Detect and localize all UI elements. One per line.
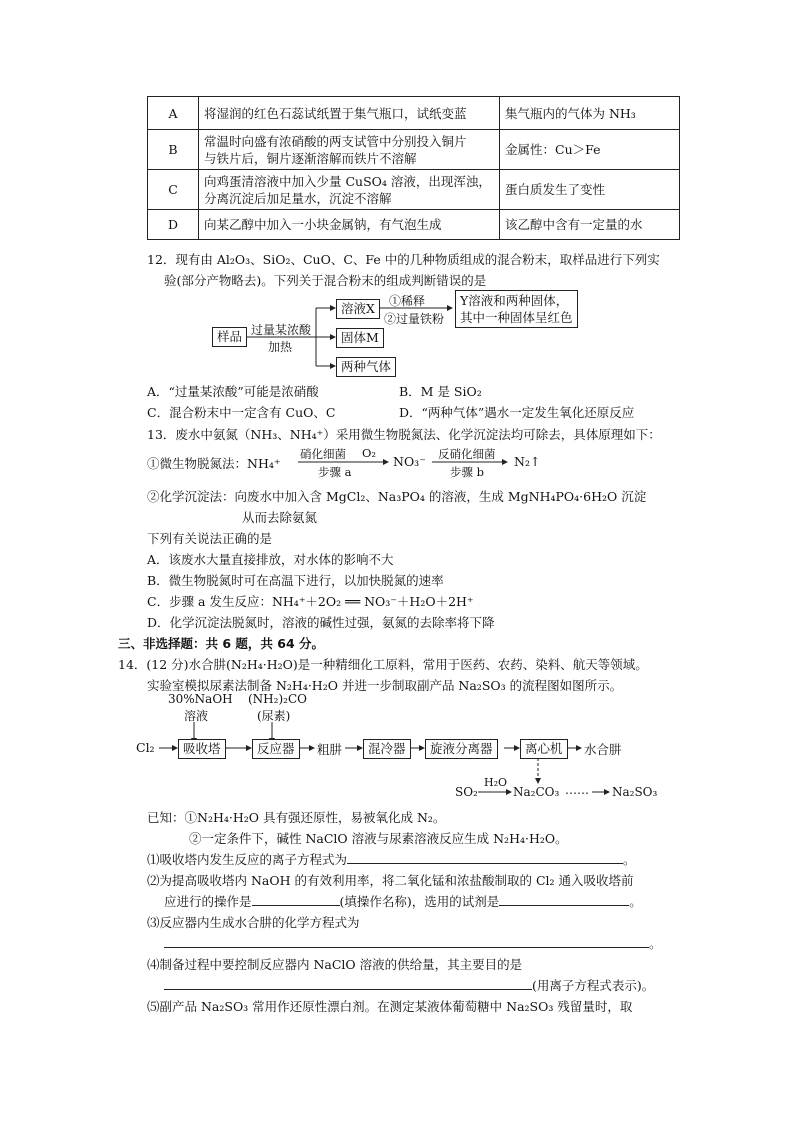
so2-label: SO₂	[455, 785, 478, 799]
oxygen-label: O₂	[362, 446, 377, 460]
q12-stem-line1: 12．现有由 Al₂O₃、SiO₂、CuO、C、Fe 中的几种物质组成的混合粉末，取样品进行下列实	[147, 252, 660, 267]
part-5: ⑸副产品 Na₂SO₃ 常用作还原性漂白剂。在测定某液体葡萄糖中 Na₂SO₃ 残留量时，取	[147, 999, 633, 1014]
q13-option-b: B．微生物脱氮时可在高温下进行，以加快脱氮的速率	[147, 573, 444, 588]
naoh-label-2: 溶液	[184, 709, 209, 723]
urea-formula: (NH₂)₂CO	[248, 692, 307, 706]
option-key: A	[148, 97, 199, 130]
part-1-text: ⑴吸收塔内发生反应的离子方程式为	[147, 852, 348, 867]
option-key: C	[148, 170, 199, 210]
period: 。	[649, 936, 662, 951]
naoh-label: 30%NaOH	[168, 692, 233, 706]
na2so3-label: Na₂SO₃	[612, 785, 658, 799]
q14-stem-line2: 实验室模拟尿素法制备 N₂H₄·H₂O 并进一步制取副产品 Na₂SO₃ 的流程图如图所示。	[147, 678, 623, 693]
part-4-text: (用离子方程式表示)。	[532, 978, 655, 993]
period: 。	[629, 894, 642, 909]
q13-method2-line1: ②化学沉淀法：向废水中加入含 MgCl₂、Na₃PO₄ 的溶液，生成 MgNH₄PO₄·6H₂O 沉淀	[147, 489, 647, 504]
answer-blank[interactable]	[164, 977, 532, 990]
part-4-line2	[164, 976, 654, 994]
na2co3-label: Na₂CO₃	[513, 785, 560, 799]
heat-label: 加热	[268, 340, 293, 354]
denitrifying-label: 反硝化细菌	[438, 447, 496, 461]
option-key: D	[148, 210, 199, 240]
nitrifying-label: 硝化细菌	[300, 447, 346, 461]
q13-option-c: C．步骤 a 发生反应：NH₄⁺＋2O₂ ══ NO₃⁻＋H₂O＋2H⁺	[147, 594, 474, 609]
q12-option-c: C．混合粉末中一定含有 CuO、C	[147, 405, 336, 420]
answer-blank[interactable]	[499, 893, 629, 906]
option-key: B	[148, 130, 199, 170]
absorber-box: 吸收塔	[178, 739, 226, 759]
result-line: Y溶液和两种固体，	[460, 293, 569, 308]
q12-stem-line2: 验(部分产物略去)。下列关于混合粉末的组成判断错误的是	[164, 273, 487, 288]
part-4-line1: ⑷制备过程中要控制反应器内 NaClO 溶液的供给量，其主要目的是	[147, 957, 523, 972]
known-1: 已知：①N₂H₄·H₂O 具有强还原性，易被氧化成 N₂。	[147, 810, 446, 825]
dilute-label: ①稀释	[389, 294, 426, 308]
q14-stem-line1: 14．(12 分)水合肼(N₂H₄·H₂O)是一种精细化工原料，常用于医药、农药、染料、航天等领域。	[118, 657, 648, 672]
q13-option-a: A．该废水大量直接排放，对水体的影响不大	[147, 552, 394, 567]
solution-x-box: 溶液X	[336, 299, 380, 319]
q12-option-b: B．M 是 SiO₂	[399, 384, 482, 399]
section-heading: 三、非选择题：共 6 题，共 64 分。	[118, 636, 325, 651]
conclusion-cell: 该乙醇中含有一定量的水	[500, 210, 680, 240]
mixer-box: 混冷器	[363, 739, 411, 759]
centrifuge-box: 离心机	[520, 739, 568, 759]
acid-label: 过量某浓酸	[251, 323, 312, 337]
crude-label: 粗肼	[317, 742, 343, 757]
q12-option-d: D．“两种气体”遇水一定发生氧化还原反应	[399, 405, 635, 420]
nitrate-label: NO₃⁻	[393, 454, 426, 469]
operation-line: 常温时向盛有浓硝酸的两支试管中分别投入铜片	[204, 133, 467, 149]
reactor-box: 反应器	[252, 739, 300, 759]
water-label: H₂O	[484, 776, 508, 789]
known-2: ②一定条件下，碱性 NaClO 溶液与尿素溶液反应生成 N₂H₄·H₂O。	[189, 831, 568, 846]
operation-cell: 向某乙醇中加入一小块金属钠，有气泡生成	[199, 210, 500, 240]
q13-method2-line2: 从而去除氨氮	[242, 510, 318, 525]
iron-label: ②过量铁粉	[384, 312, 445, 326]
operation-line: 与铁片后，铜片逐渐溶解而铁片不溶解	[204, 150, 417, 166]
separator-box: 旋液分离器	[425, 739, 498, 759]
solid-m-box: 固体M	[336, 328, 384, 348]
conclusion-cell: 蛋白质发生了变性	[500, 170, 680, 210]
result-box	[455, 290, 578, 328]
step-b-label: 步骤 b	[450, 465, 485, 479]
part-2-line2	[164, 892, 642, 910]
operation-cell: 将湿润的红色石蕊试纸置于集气瓶口，试纸变蓝	[199, 97, 500, 130]
nitrogen-label: N₂↑	[514, 454, 541, 469]
part-1	[147, 850, 636, 868]
part-2-text-2: (填操作名称)，选用的试剂是	[339, 894, 500, 909]
two-gases-box: 两种气体	[336, 357, 396, 377]
q12-option-a: A．“过量某浓酸”可能是浓硝酸	[147, 384, 319, 399]
answer-blank[interactable]	[252, 893, 340, 906]
q13-option-d: D．化学沉淀法脱氮时，溶液的碱性过强，氨氮的去除率将下降	[147, 615, 495, 630]
part-2-text: 应进行的操作是	[164, 894, 252, 909]
product-label: 水合肼	[584, 742, 622, 757]
q13-ask: 下列有关说法正确的是	[147, 531, 273, 546]
urea-label: (尿素)	[257, 709, 291, 723]
answer-blank[interactable]	[347, 851, 623, 864]
conclusion-cell: 金属性：Cu＞Fe	[500, 130, 680, 170]
ellipsis: ……	[565, 783, 589, 797]
operation-line: 向鸡蛋清溶液中加入少量 CuSO₄ 溶液，出现浑浊，	[204, 173, 491, 189]
step-a-label: 步骤 a	[318, 465, 352, 479]
result-line: 其中一种固体呈红色	[460, 310, 573, 325]
part-2-line1: ⑵为提高吸收塔内 NaOH 的有效利用率，将二氧化锰和浓盐酸制取的 Cl₂ 通入吸收塔前	[147, 873, 634, 888]
cl2-label: Cl₂	[136, 740, 155, 755]
period: 。	[623, 852, 636, 867]
conclusion-cell: 集气瓶内的气体为 NH₃	[500, 97, 680, 130]
operation-line: 分离沉淀后加足量水，沉淀不溶解	[204, 190, 392, 206]
part-3-line2	[164, 934, 662, 952]
answer-blank[interactable]	[164, 935, 649, 948]
sample-box: 样品	[212, 327, 247, 347]
q13-stem: 13．废水中氨氮（NH₃、NH₄⁺）采用微生物脱氮法、化学沉淀法均可除去，具体原理如下：	[147, 427, 661, 442]
q13-method1-label: ①微生物脱氮法：NH₄⁺	[147, 456, 281, 471]
part-3: ⑶反应器内生成水合肼的化学方程式为	[147, 915, 360, 930]
